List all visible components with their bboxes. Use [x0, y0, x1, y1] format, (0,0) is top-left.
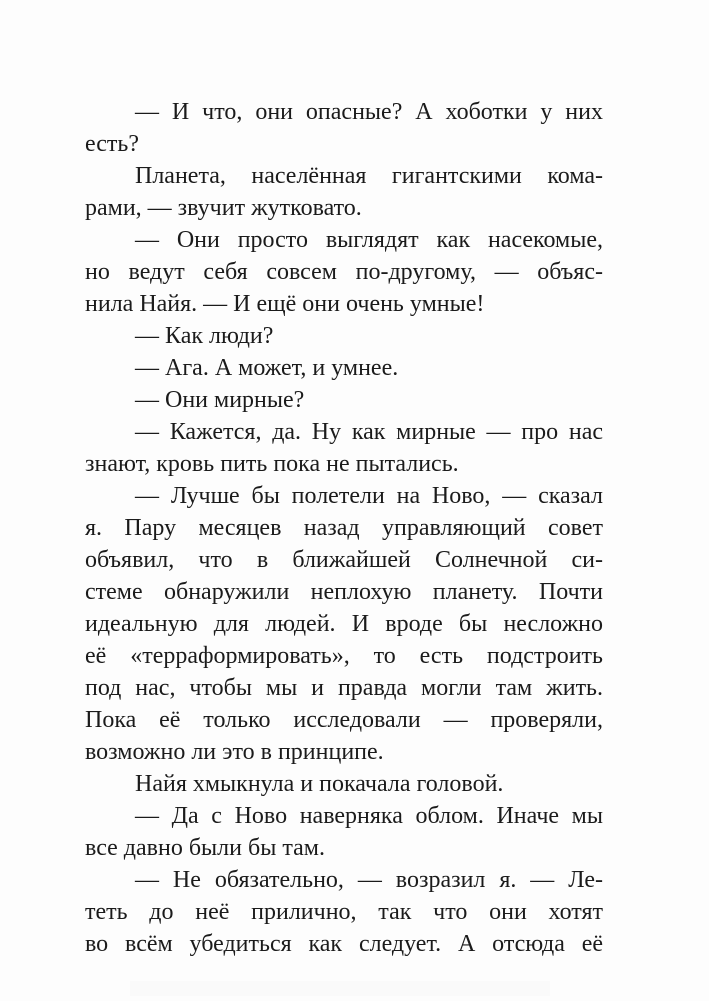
- text-line: — Они просто выглядят как насекомые,: [135, 227, 603, 253]
- paragraph: [85, 480, 603, 768]
- page-smudge: [130, 981, 550, 996]
- text-line: но ведут себя совсем по-другому, — объяс-: [85, 259, 603, 285]
- paragraph: [85, 160, 603, 224]
- paragraph: [85, 416, 603, 480]
- text-line: все давно были бы там.: [85, 835, 325, 861]
- text-line: — Как люди?: [135, 323, 274, 349]
- paragraph: [85, 352, 603, 384]
- paragraph: [85, 864, 603, 960]
- paragraph: [85, 224, 603, 320]
- text-line: нила Найя. — И ещё они очень умные!: [85, 291, 485, 317]
- text-line: объявил, что в ближайшей Солнечной си-: [85, 547, 603, 573]
- text-line: — Да с Ново наверняка облом. Иначе мы: [135, 803, 603, 829]
- text-line: её «терраформировать», то есть подстроить: [85, 643, 603, 669]
- text-line: — Лучше бы полетели на Ново, — сказал: [135, 483, 603, 509]
- text-line: Пока её только исследовали — проверяли,: [85, 707, 603, 733]
- text-line: рами, — звучит жутковато.: [85, 195, 362, 221]
- text-line: Найя хмыкнула и покачала головой.: [135, 771, 504, 797]
- text-line: возможно ли это в принципе.: [85, 739, 384, 765]
- text-line: Планета, населённая гигантскими кома-: [135, 163, 603, 189]
- text-line: — Кажется, да. Ну как мирные — про нас: [135, 419, 603, 445]
- paragraph: [85, 800, 603, 864]
- text-line: стеме обнаружили неплохую планету. Почти: [85, 579, 603, 605]
- paragraph: [85, 320, 603, 352]
- text-line: теть до неё прилично, так что они хотят: [85, 899, 603, 925]
- text-line: — Не обязательно, — возразил я. — Ле-: [135, 867, 603, 893]
- paragraph: [85, 384, 603, 416]
- text-line: — Ага. А может, и умнее.: [135, 355, 399, 381]
- text-line: знают, кровь пить пока не пытались.: [85, 451, 459, 477]
- text-line: под нас, чтобы мы и правда могли там жить.: [85, 675, 603, 701]
- page-text: [85, 96, 603, 960]
- paragraph: [85, 768, 603, 800]
- paragraph: [85, 96, 603, 160]
- text-line: — Они мирные?: [135, 387, 305, 413]
- text-line: я. Пару месяцев назад управляющий совет: [85, 515, 603, 541]
- text-line: идеальную для людей. И вроде бы несложно: [85, 611, 603, 637]
- text-line: — И что, они опасные? А хоботки у них: [135, 99, 603, 125]
- text-line: есть?: [85, 131, 139, 157]
- text-line: во всём убедиться как следует. А отсюда её: [85, 931, 603, 957]
